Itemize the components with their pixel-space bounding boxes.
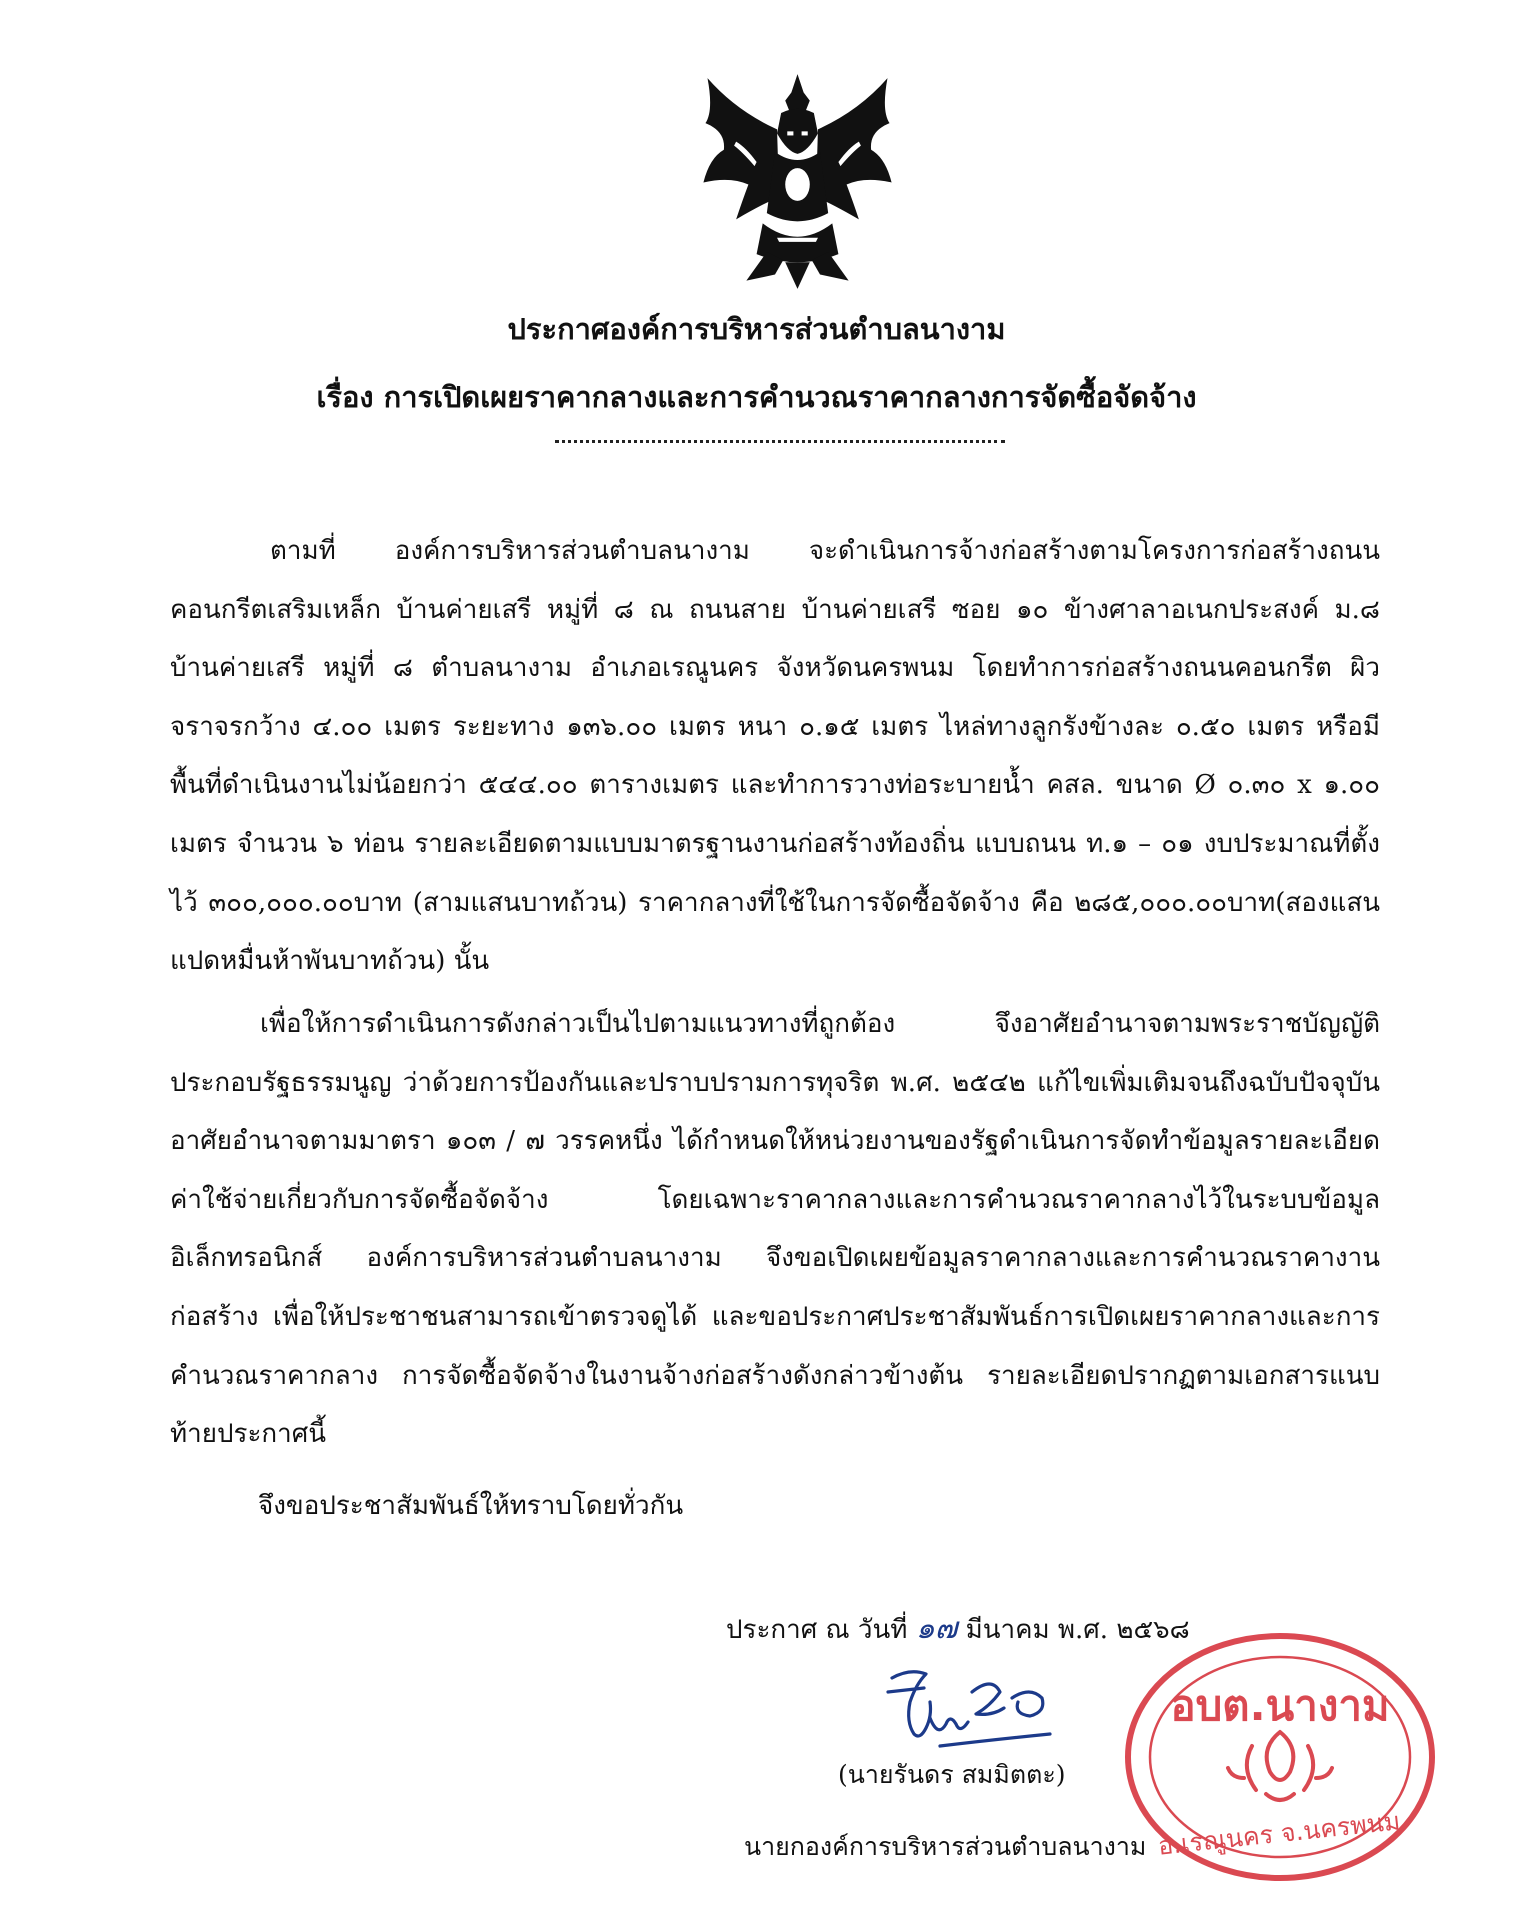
announcement-title: ประกาศองค์การบริหารส่วนตำบลนางาม [507, 312, 1006, 346]
announcement-subject: เรื่อง การเปิดเผยราคากลางและการคำนวณราคากลางการจัดซื้อจัดจ้าง [316, 380, 1197, 414]
stamp-bottom-text: อ.เรณูนคร จ.นครพนม [1156, 1806, 1402, 1861]
closing-sentence: จึงขอประชาสัมพันธ์ให้ทราบโดยทั่วกัน [258, 1491, 684, 1521]
garuda-emblem [695, 70, 900, 295]
date-suffix: มีนาคม พ.ศ. ๒๕๖๘ [965, 1615, 1190, 1645]
body-paragraph-2 [170, 995, 1380, 1464]
handwritten-signature [880, 1662, 1060, 1750]
signer-title: นายกองค์การบริหารส่วนตำบลนางาม [744, 1832, 1147, 1861]
paragraph-1-text: ตามที่ องค์การบริหารส่วนตำบลนางาม จะดำเนินการจ้างก่อสร้างตามโครงการก่อสร้างถนนคอนกรีตเสริมเหล็ก บ้านค่ายเสรี หมู่ที่ ๘ ณ ถนนสาย บ้านค่ายเสรี ซอย ๑๐ ข้างศาลาอเนกประสงค์ ม.๘ บ้านค่ายเสรี หมู่ที่ ๘ ตำบลนางาม อำเภอเรณูนคร จังหวัดนครพนม โดยทำการก่อสร้างถนนคอนกรีต ผิวจราจรกว้าง ๔.๐๐ เมตร ระยะทาง ๑๓๖.๐๐ เมตร หนา ๐.๑๕ เมตร ไหล่ทางลูกรังข้างละ ๐.๕๐ เมตร หรือมีพื้นที่ดำเนินงานไม่น้อยกว่า ๕๔๔.๐๐ ตารางเมตร และทำการวางท่อระบายน้ำ คสล. ขนาด Ø ๐.๓๐ x ๑.๐๐ เมตร จำนวน ๖ ท่อน รายละเอียดตามแบบมาตรฐานงานก่อสร้างท้องถิ่น แบบถนน ท.๑ – ๐๑ งบประมาณที่ตั้งไว้ ๓๐๐,๐๐๐.๐๐บาท (สามแสนบาทถ้วน) ราคากลางที่ใช้ในการจัดซื้อจัดจ้าง คือ ๒๘๕,๐๐๐.๐๐บาท(สองแสนแปดหมื่นห้าพันบาทถ้วน) นั้น [170, 536, 1380, 977]
dotted-divider [555, 440, 1005, 443]
date-prefix: ประกาศ ณ วันที่ [726, 1615, 908, 1645]
official-seal-stamp [1120, 1628, 1440, 1886]
stamp-top-text: อบต.นางาม [1170, 1681, 1390, 1730]
body-paragraph-1 [170, 522, 1380, 991]
date-day-handwritten: ๑๗ [915, 1611, 958, 1646]
signer-name: (นายรันดร สมมิตตะ) [838, 1760, 1066, 1789]
paragraph-2-text: เพื่อให้การดำเนินการดังกล่าวเป็นไปตามแนวทางที่ถูกต้อง จึงอาศัยอำนาจตามพระราชบัญญัติประกอบรัฐธรรมนูญ ว่าด้วยการป้องกันและปราบปรามการทุจริต พ.ศ. ๒๕๔๒ แก้ไขเพิ่มเติมจนถึงฉบับปัจจุบัน อาศัยอำนาจตามมาตรา ๑๐๓ / ๗ วรรคหนึ่ง ได้กำหนดให้หน่วยงานของรัฐดำเนินการจัดทำข้อมูลรายละเอียดค่าใช้จ่ายเกี่ยวกับการจัดซื้อจัดจ้าง โดยเฉพาะราคากลางและการคำนวณราคากลางไว้ในระบบข้อมูลอิเล็กทรอนิกส์ องค์การบริหารส่วนตำบลนางาม จึงขอเปิดเผยข้อมูลราคากลางและการคำนวณราคางานก่อสร้าง เพื่อให้ประชาชนสามารถเข้าตรวจดูได้ และขอประกาศประชาสัมพันธ์การเปิดเผยราคากลางและการคำนวณราคากลาง การจัดซื้อจัดจ้างในงานจ้างก่อสร้างดังกล่าวข้างต้น รายละเอียดปรากฏตามเอกสารแนบท้ายประกาศนี้ [170, 1009, 1380, 1450]
